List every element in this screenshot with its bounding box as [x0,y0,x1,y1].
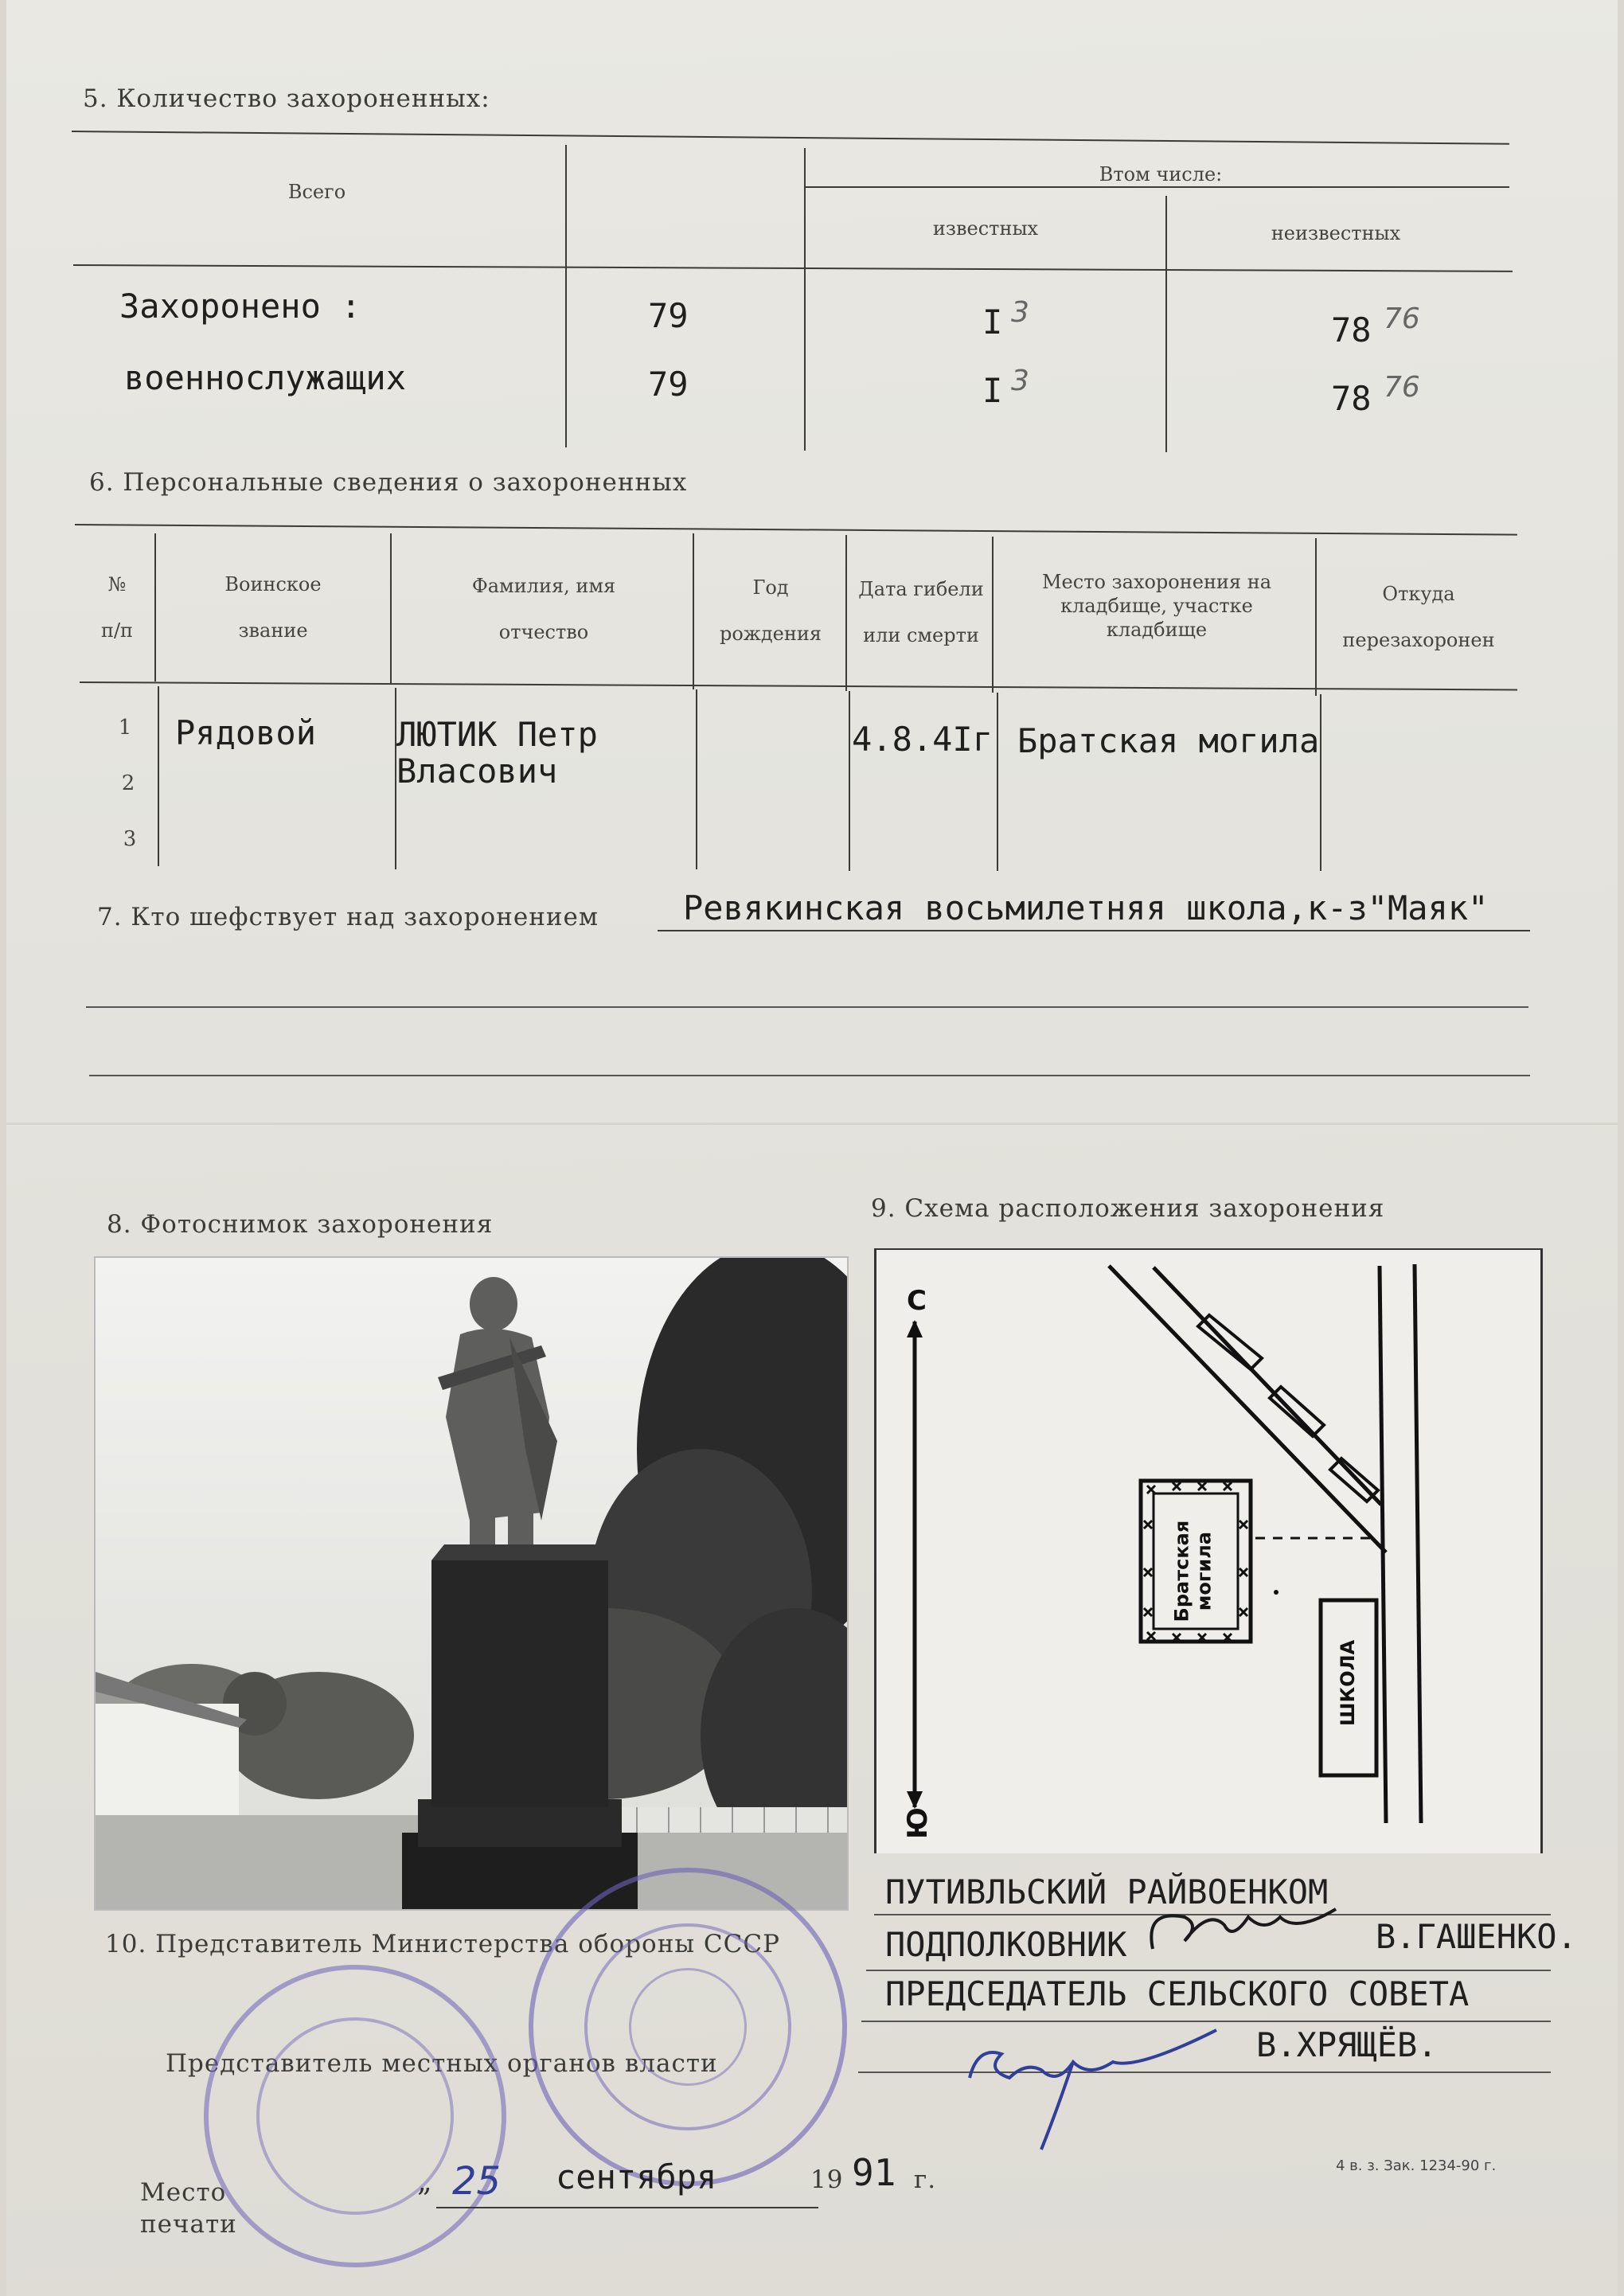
official-name1: В.ГАШЕНКО. [1376,1917,1577,1956]
header-total: Всего [287,181,346,203]
section7-blank-line-2 [89,1075,1530,1076]
south-label: Ю [901,1807,934,1839]
row2-unknown-correction: 76 [1384,371,1420,404]
th-birth: Год рождения [719,576,822,645]
table6-body-div-3 [696,689,697,869]
header-known: известных [932,217,1039,240]
entry-name-line2: Власович [396,752,558,791]
official-name2: В.ХРЯЩЁВ. [1256,2025,1438,2064]
entry-burial-place: Братская могила [1017,721,1320,760]
year-unit: г. [914,2165,937,2194]
row1-unknown: 78 [1331,310,1372,349]
th-from: Откуда перезахоронен [1342,583,1495,651]
th-rank: Воинское звание [224,573,322,642]
location-scheme [874,1248,1543,1853]
section9-title: 9. Схема расположения захоронения [871,1194,1385,1223]
table5-divider-3 [1165,196,1167,452]
fold-crease [6,1123,1618,1125]
table6-header-bottom-line [80,681,1517,690]
row1-known-correction: 3 [1011,296,1029,329]
row1-label: Захоронено : [119,287,361,326]
table6-div-3 [693,533,694,689]
table6-body-div-5 [997,693,998,871]
table6-div-2 [390,533,392,685]
table6-body-div-6 [1320,694,1321,871]
official-line1: ПУТИВЛЬСКИЙ РАЙВОЕНКОМ [885,1872,1329,1911]
table6-top-line [75,524,1517,536]
quote-open: „ [417,2165,432,2198]
round-stamp-right [529,1868,847,2186]
north-arrow-icon [907,1320,923,1337]
document-page [6,0,1618,2296]
official-rule-2 [866,1970,1551,1971]
row1-unknown-correction: 76 [1384,303,1420,335]
section7-value: Ревякинская восьмилетняя школа,к-з"Маяк" [683,888,1489,927]
year-prefix: 19 [810,2165,844,2194]
table6-body-div-4 [849,691,850,871]
row2-total: 79 [648,365,689,404]
section6-title: 6. Персональные сведения о захороненных [89,468,688,497]
signature-gashenko [1137,1893,1344,1965]
section7-blank-line-1 [86,1006,1528,1008]
table6-body-div-1 [158,686,159,866]
th-place: Место захоронения на кладбище, участке кладбище [1041,571,1272,641]
entry-name-line1: ЛЮТИК Петр [396,715,598,754]
entry-death-date: 4.8.4Iг [852,720,994,759]
th-death: Дата гибели или смерти [858,578,984,646]
row2-unknown: 78 [1331,379,1372,418]
row-num-3: 3 [123,827,137,851]
row2-known-correction: 3 [1011,365,1029,397]
table6-div-6 [1315,538,1317,696]
row1-known: I [982,303,1003,342]
south-arrow-icon [907,1791,923,1809]
section8-title: 8. Фотоснимок захоронения [107,1210,494,1239]
entry-rank: Рядовой [175,713,317,752]
row2-known: I [982,371,1003,410]
table5-divider-2 [804,148,806,451]
date-month: сентября [556,2157,717,2196]
row-num-1: 1 [118,716,132,740]
month-underline [532,2207,818,2208]
round-stamp-left [204,1965,506,2267]
print-mark: 4 в. з. Зак. 1234-90 г. [1336,2157,1497,2174]
row2-label: военнослужащих [124,358,407,397]
stamp-place-label: Место печати [140,2178,237,2239]
north-label: С [907,1285,927,1317]
signature-khryashchev [954,2014,1224,2157]
section7-label: 7. Кто шефствует над захоронением [97,903,599,931]
section5-title: 5. Количество захороненных: [83,84,490,113]
th-name: Фамилия, имя отчество [471,575,616,643]
memorial-photo-image [96,1258,849,1911]
section7-underline [658,930,1530,931]
official-line2: ПОДПОЛКОВНИК [885,1925,1127,1964]
header-including: Втом числе: [1099,163,1223,185]
grave-label: Братская могила [1170,1520,1215,1622]
school-label: ШКОЛА [1337,1639,1359,1727]
section10-label: 10. Представитель Министерства обороны СССР [105,1930,780,1958]
table5-divider-1 [565,145,567,447]
memorial-photo [94,1256,849,1911]
year-suffix: 91 [852,2151,896,2194]
table5-top-line [72,131,1509,145]
local-authority-label: Представитель местных органов власти [166,2049,718,2078]
table6-div-1 [154,533,156,681]
day-underline [436,2207,532,2208]
table5-header-bottom-line [73,264,1513,272]
row-num-2: 2 [121,771,135,795]
header-unknown: неизвестных [1271,222,1401,244]
date-day: 25 [452,2159,502,2204]
official-line3: ПРЕДСЕДАТЕЛЬ СЕЛЬСКОГО СОВЕТА [885,1974,1470,2013]
th-num: № п/п [100,573,134,642]
row1-total: 79 [648,296,689,335]
